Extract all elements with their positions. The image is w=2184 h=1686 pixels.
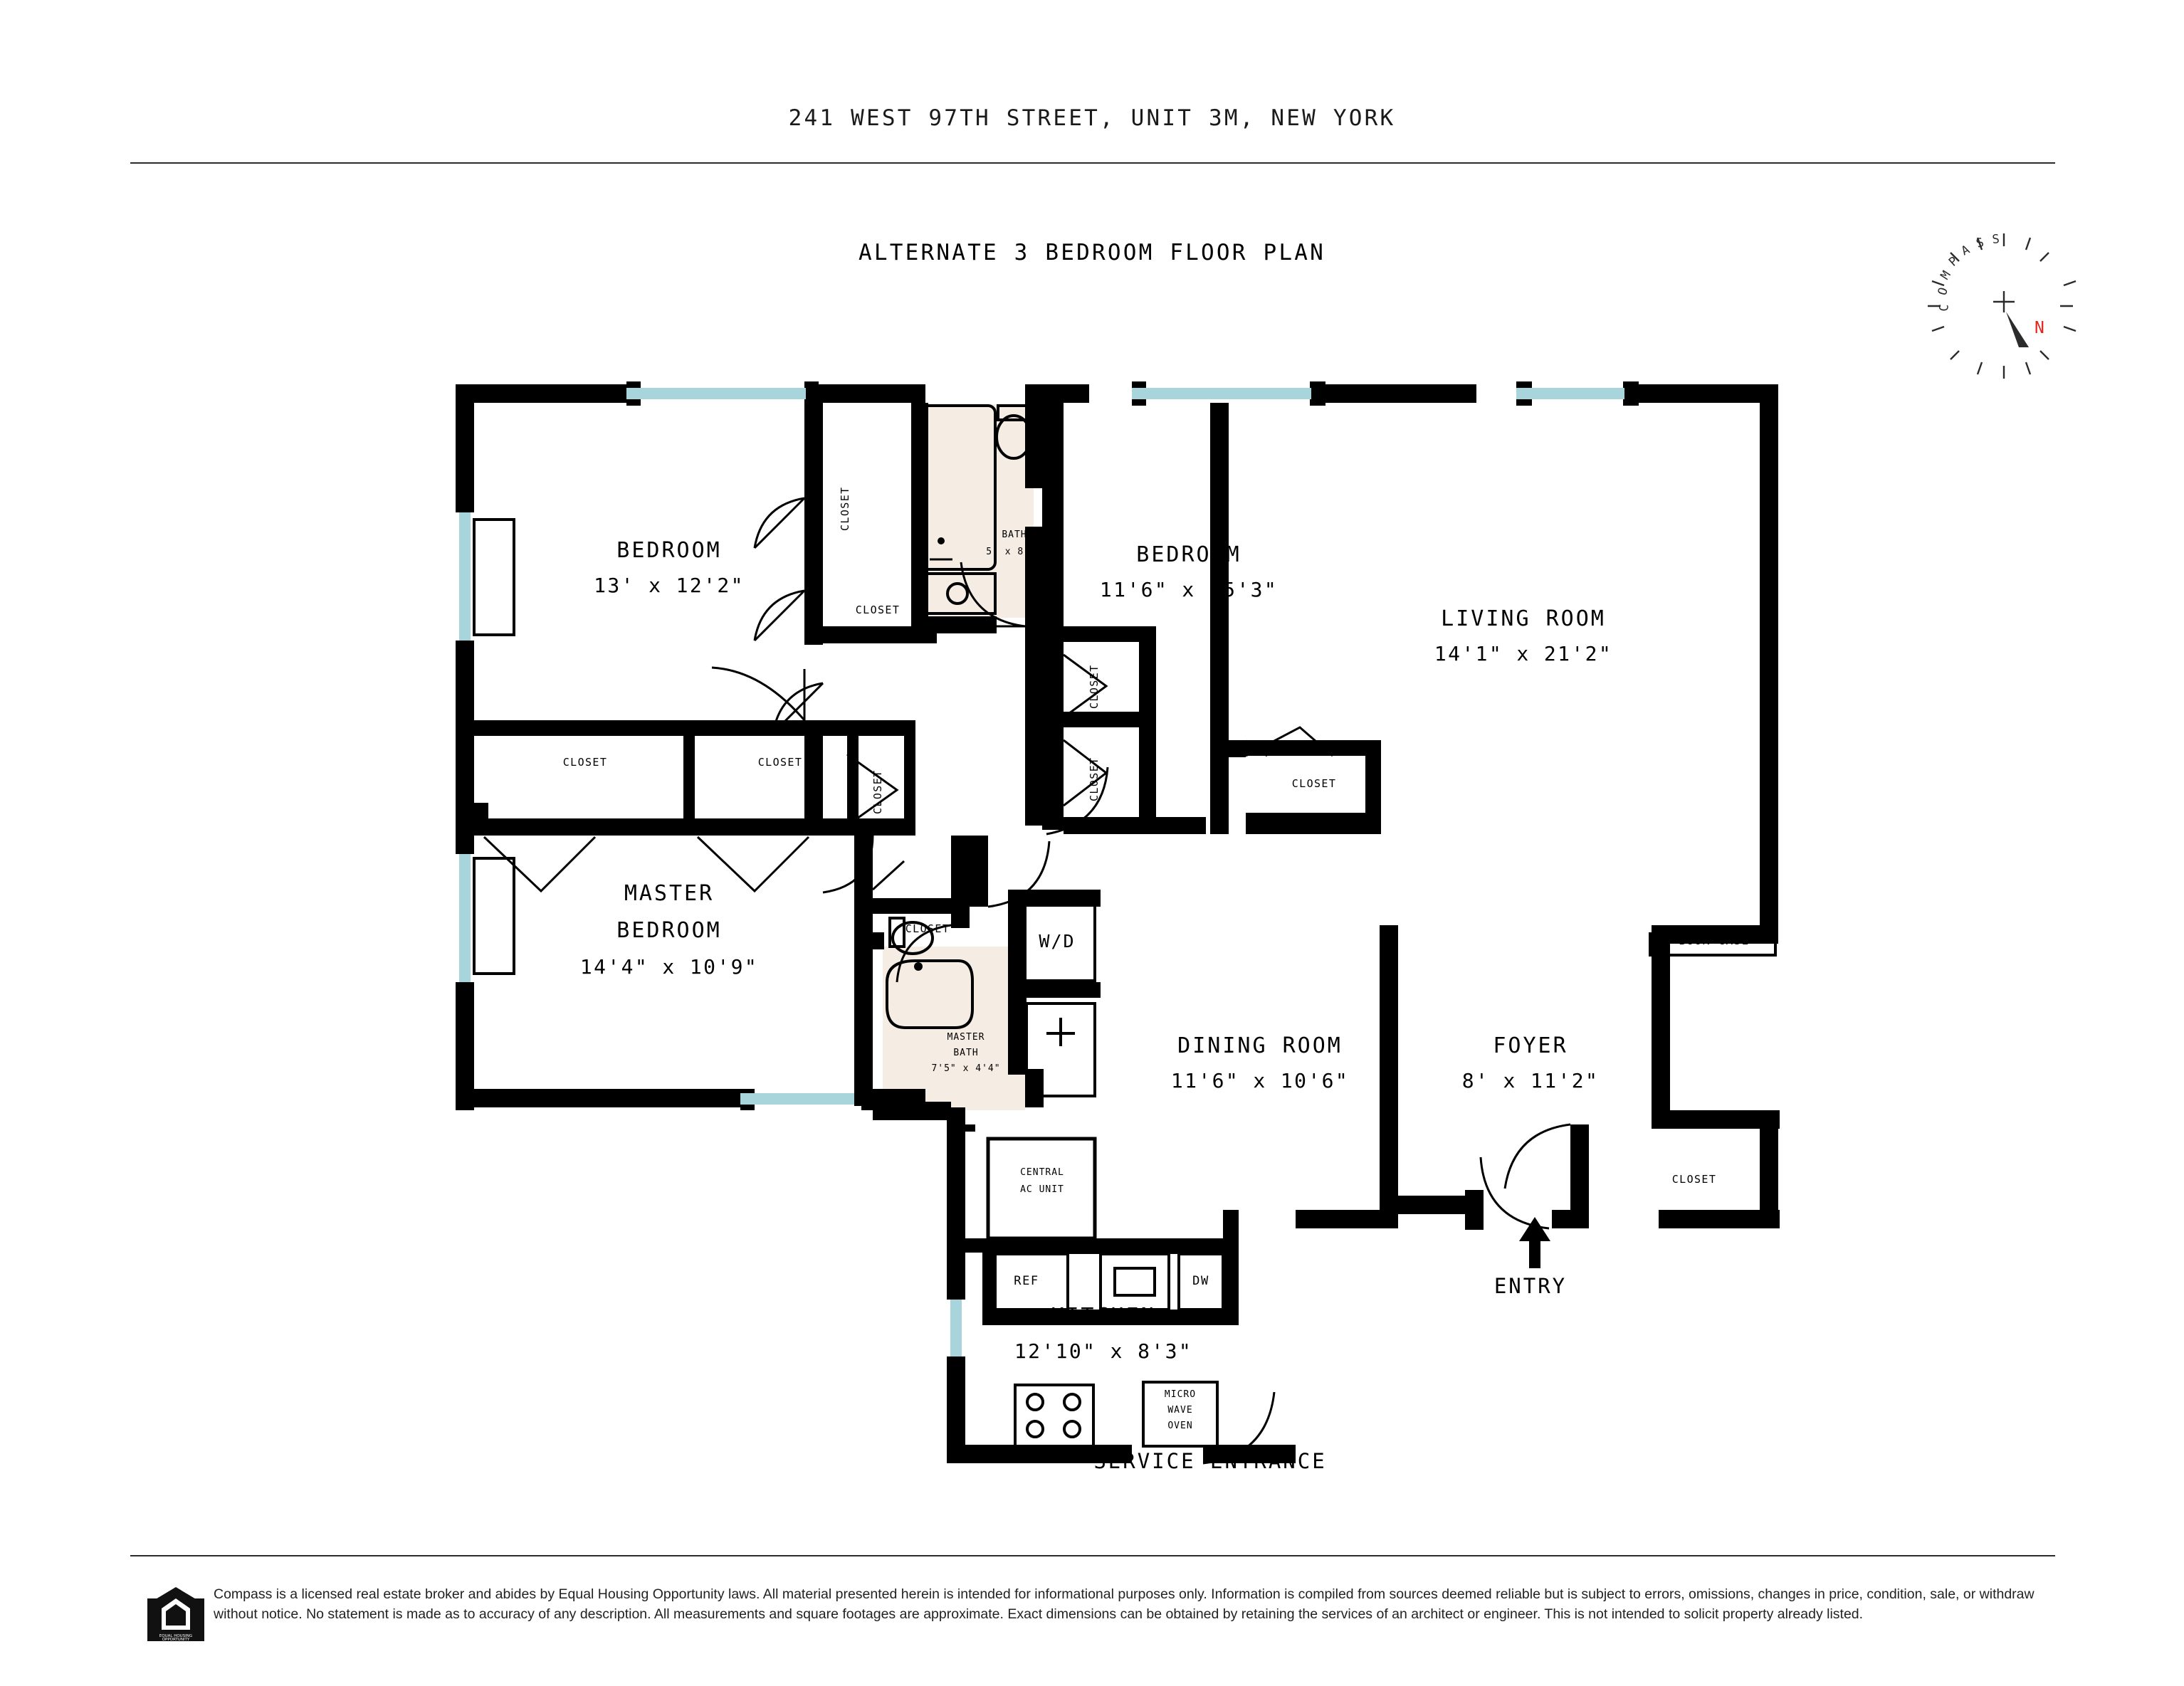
room-label-bedroom-1: BEDROOM (616, 538, 722, 563)
service-entrance-label: SERVICE ENTRANCE (1093, 1449, 1327, 1473)
svg-text:A: A (1958, 242, 1973, 259)
central-ac-label-line1: CENTRAL (1020, 1167, 1064, 1178)
room-label-kitchen: KITCHEN (1051, 1304, 1156, 1329)
entry-label: ENTRY (1493, 1274, 1568, 1298)
master-bath-label-line1: MASTER (947, 1032, 985, 1043)
svg-text:OPPORTUNITY: OPPORTUNITY (162, 1638, 190, 1642)
book-case-label-living: BOOK CASE (1679, 934, 1750, 947)
closet-label-hall-right: CLOSET (757, 756, 803, 769)
room-dim-foyer: 8' x 11'2" (1461, 1069, 1600, 1092)
footer-divider (130, 1555, 2055, 1556)
room-dim-living-room: 14'1" x 21'2" (1434, 642, 1613, 665)
room-label-master-bedroom-line1: MASTER (624, 881, 715, 906)
closet-label-master: CLOSET (905, 922, 950, 935)
svg-text:O: O (1935, 285, 1952, 297)
room-label-dining-room: DINING ROOM (1177, 1033, 1343, 1058)
room-label-foyer: FOYER (1493, 1033, 1568, 1058)
closet-label-hall-vert: CLOSET (871, 769, 884, 815)
microwave-label-line3: OVEN (1167, 1421, 1193, 1431)
closet-label-bed1-lower: CLOSET (855, 604, 901, 616)
property-address: 241 WEST 97TH STREET, UNIT 3M, NEW YORK (788, 105, 1396, 131)
svg-text:S: S (1991, 232, 2001, 247)
svg-text:P: P (1946, 253, 1962, 270)
microwave-label-line2: WAVE (1167, 1405, 1193, 1416)
central-ac-label-line2: AC UNIT (1020, 1184, 1064, 1195)
svg-text:EQUAL HOUSING: EQUAL HOUSING (159, 1634, 193, 1638)
washer-dryer-label: W/D (1039, 931, 1076, 952)
closet-label-bed1-upper: CLOSET (839, 486, 851, 532)
room-dim-bedroom-1: 13' x 12'2" (594, 574, 745, 597)
legal-disclaimer: Compass is a licensed real estate broker and abides by Equal Housing Opportunity laws. All material presented herein is intended for informational purposes only. Information is compiled from sources deemed reliable but is subject to errors, omissions, changes in price, condition, sale, or withdraw without notice. No statement is made as to accuracy of any description. All measurements and square footages are approximate. Exact dimensions can be obtained by retaining the services of an architect or engineer. This is not intended to solicit property already listed. (214, 1586, 2035, 1623)
bath-dim: 5' x 8'2" (986, 547, 1043, 557)
room-dim-bedroom-2: 11'6" x 15'3" (1099, 578, 1279, 601)
closet-label-hall-left: CLOSET (562, 756, 608, 769)
room-label-bedroom-2: BEDROOM (1136, 542, 1241, 567)
closet-label-living: CLOSET (1291, 777, 1337, 790)
room-label-master-bedroom-line2: BEDROOM (616, 918, 722, 943)
microwave-label-line1: MICRO (1164, 1389, 1197, 1400)
master-bath-dim: 7'5" x 4'4" (931, 1063, 1001, 1074)
closet-label-foyer: CLOSET (1671, 1173, 1717, 1186)
room-dim-master-bedroom: 14'4" x 10'9" (579, 955, 759, 979)
compass-north-label: N (2035, 319, 2044, 337)
room-dim-dining-room: 11'6" x 10'6" (1170, 1069, 1350, 1092)
equal-housing-opportunity-icon (146, 1586, 206, 1643)
room-label-living-room: LIVING ROOM (1441, 606, 1606, 631)
book-case-label-hall: BOOK CASE (1044, 490, 1057, 563)
refrigerator-label: REF (1014, 1274, 1039, 1288)
room-dim-kitchen: 12'10" x 8'3" (1014, 1339, 1193, 1363)
floor-plan-title: ALTERNATE 3 BEDROOM FLOOR PLAN (859, 240, 1325, 265)
bath-label: BATH (1002, 529, 1027, 540)
closet-label-bed2-b: CLOSET (1088, 757, 1101, 802)
svg-text:C: C (1937, 302, 1952, 312)
closet-label-bed2-a: CLOSET (1088, 664, 1101, 710)
dishwasher-label: DW (1192, 1274, 1209, 1288)
svg-text:M: M (1938, 268, 1955, 283)
svg-text:S: S (1974, 235, 1987, 251)
master-bath-label-line2: BATH (953, 1048, 979, 1058)
